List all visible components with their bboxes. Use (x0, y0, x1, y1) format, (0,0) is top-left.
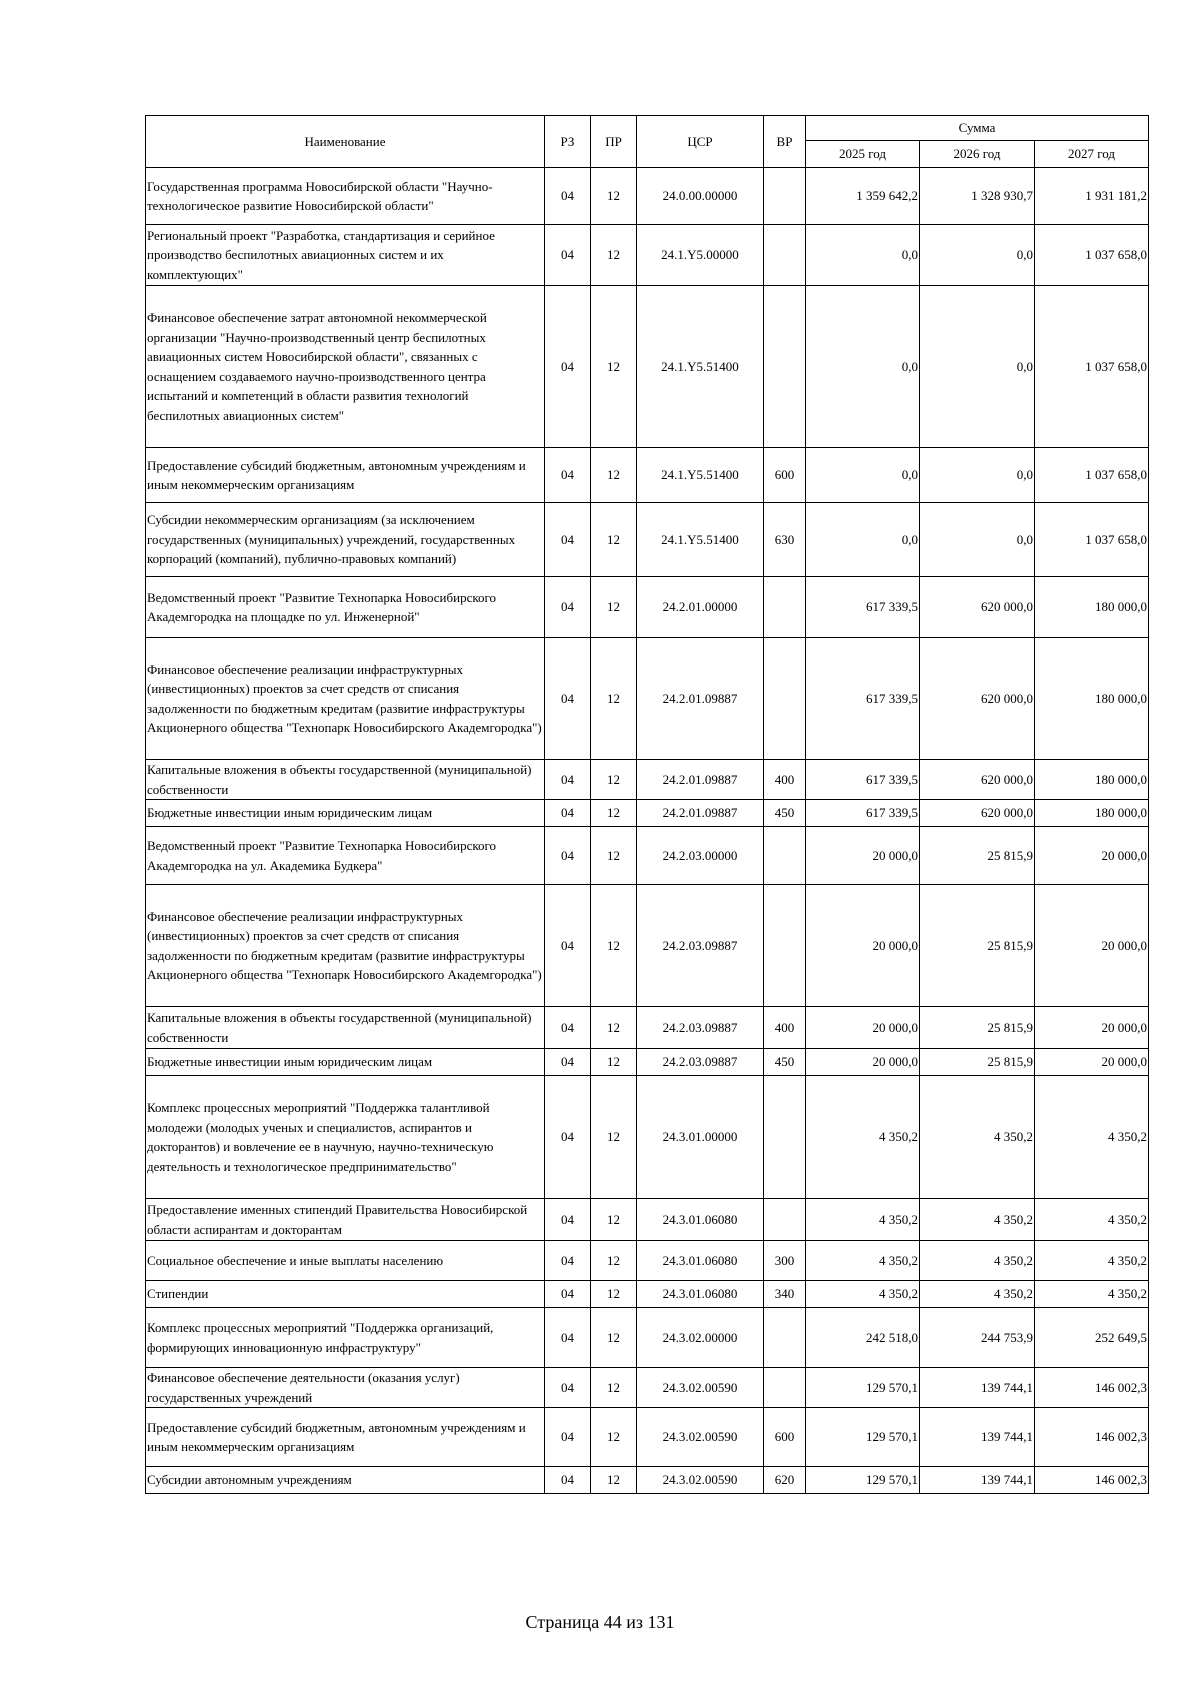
row-amount-2025: 20 000,0 (806, 1049, 920, 1076)
row-amount-2026: 4 350,2 (920, 1076, 1035, 1199)
row-name: Финансовое обеспечение затрат автономной некоммерческой организации "Научно-производственный центр беспилотных авиационных систем Новосибирской области", связанных с оснащением создаваемого научно-производственного центра испытаний и компетенций в области развития технологий беспилотных авиационных систем" (146, 286, 545, 448)
row-amount-2026: 244 753,9 (920, 1308, 1035, 1368)
row-amount-2026: 4 350,2 (920, 1241, 1035, 1281)
row-name: Ведомственный проект "Развитие Технопарка Новосибирского Академгородка на ул. Академика Будкера" (146, 827, 545, 885)
row-amount-2027: 1 037 658,0 (1035, 503, 1149, 577)
table-row (146, 800, 1149, 827)
table-row (146, 577, 1149, 638)
row-rz: 04 (545, 503, 591, 577)
row-rz: 04 (545, 800, 591, 827)
header-rz: РЗ (545, 116, 591, 168)
row-pr: 12 (591, 448, 637, 503)
table-row (146, 760, 1149, 800)
row-csr: 24.2.03.09887 (637, 885, 764, 1007)
row-rz: 04 (545, 1281, 591, 1308)
row-name: Финансовое обеспечение реализации инфраструктурных (инвестиционных) проектов за счет средств от списания задолженности по бюджетным кредитам (развитие инфраструктуры Акционерного общества "Технопарк Новосибирского Академгородка") (146, 885, 545, 1007)
row-amount-2027: 1 037 658,0 (1035, 286, 1149, 448)
row-csr: 24.2.01.09887 (637, 638, 764, 760)
header-sum: Сумма (806, 116, 1149, 141)
row-pr: 12 (591, 1241, 637, 1281)
row-amount-2027: 146 002,3 (1035, 1368, 1149, 1408)
row-vr: 300 (764, 1241, 806, 1281)
row-pr: 12 (591, 1467, 637, 1494)
row-amount-2026: 620 000,0 (920, 800, 1035, 827)
row-amount-2027: 180 000,0 (1035, 577, 1149, 638)
row-csr: 24.3.02.00000 (637, 1308, 764, 1368)
header-csr: ЦСР (637, 116, 764, 168)
row-amount-2026: 0,0 (920, 225, 1035, 286)
row-vr (764, 885, 806, 1007)
row-amount-2027: 20 000,0 (1035, 1007, 1149, 1049)
row-rz: 04 (545, 1368, 591, 1408)
row-name: Финансовое обеспечение деятельности (оказания услуг) государственных учреждений (146, 1368, 545, 1408)
row-vr: 630 (764, 503, 806, 577)
row-amount-2025: 129 570,1 (806, 1408, 920, 1467)
row-amount-2025: 4 350,2 (806, 1076, 920, 1199)
row-name: Региональный проект "Разработка, стандартизация и серийное производство беспилотных авиационных систем и их комплектующих" (146, 225, 545, 286)
table-row (146, 1076, 1149, 1199)
table-body (146, 168, 1149, 1494)
row-rz: 04 (545, 1049, 591, 1076)
row-vr: 620 (764, 1467, 806, 1494)
row-vr (764, 225, 806, 286)
row-pr: 12 (591, 827, 637, 885)
header-year-2027: 2027 год (1035, 141, 1149, 168)
row-rz: 04 (545, 1199, 591, 1241)
row-amount-2026: 0,0 (920, 503, 1035, 577)
row-pr: 12 (591, 1368, 637, 1408)
table-row (146, 1199, 1149, 1241)
row-name: Предоставление именных стипендий Правительства Новосибирской области аспирантам и докторантам (146, 1199, 545, 1241)
row-csr: 24.2.01.09887 (637, 760, 764, 800)
row-amount-2025: 617 339,5 (806, 800, 920, 827)
row-vr: 400 (764, 760, 806, 800)
row-rz: 04 (545, 1007, 591, 1049)
header-name: Наименование (146, 116, 545, 168)
row-rz: 04 (545, 1241, 591, 1281)
row-amount-2027: 20 000,0 (1035, 885, 1149, 1007)
row-amount-2027: 180 000,0 (1035, 800, 1149, 827)
row-rz: 04 (545, 168, 591, 225)
row-amount-2025: 0,0 (806, 286, 920, 448)
row-rz: 04 (545, 1467, 591, 1494)
table-row (146, 1281, 1149, 1308)
row-amount-2026: 620 000,0 (920, 638, 1035, 760)
header-year-2025: 2025 год (806, 141, 920, 168)
row-amount-2025: 4 350,2 (806, 1199, 920, 1241)
table-row (146, 448, 1149, 503)
row-rz: 04 (545, 1076, 591, 1199)
row-name: Ведомственный проект "Развитие Технопарка Новосибирского Академгородка на площадке по ул. Инженерной" (146, 577, 545, 638)
row-vr (764, 1076, 806, 1199)
row-amount-2025: 129 570,1 (806, 1467, 920, 1494)
row-amount-2027: 146 002,3 (1035, 1467, 1149, 1494)
row-amount-2025: 0,0 (806, 448, 920, 503)
budget-table (145, 115, 1149, 1494)
table-row (146, 1241, 1149, 1281)
row-name: Субсидии некоммерческим организациям (за исключением государственных (муниципальных) учреждений, государственных корпораций (компаний), публично-правовых компаний) (146, 503, 545, 577)
row-amount-2026: 25 815,9 (920, 827, 1035, 885)
row-amount-2025: 4 350,2 (806, 1281, 920, 1308)
row-pr: 12 (591, 885, 637, 1007)
row-csr: 24.0.00.00000 (637, 168, 764, 225)
row-amount-2025: 20 000,0 (806, 1007, 920, 1049)
row-vr: 600 (764, 1408, 806, 1467)
row-amount-2025: 0,0 (806, 225, 920, 286)
row-vr (764, 168, 806, 225)
row-name: Комплекс процессных мероприятий "Поддержка организаций, формирующих инновационную инфраструктуру" (146, 1308, 545, 1368)
table-row (146, 1049, 1149, 1076)
row-csr: 24.1.Y5.51400 (637, 448, 764, 503)
row-csr: 24.3.02.00590 (637, 1408, 764, 1467)
row-amount-2027: 4 350,2 (1035, 1241, 1149, 1281)
row-pr: 12 (591, 1007, 637, 1049)
row-vr: 450 (764, 800, 806, 827)
row-csr: 24.2.01.09887 (637, 800, 764, 827)
row-amount-2025: 20 000,0 (806, 885, 920, 1007)
table-row (146, 1467, 1149, 1494)
row-name: Комплекс процессных мероприятий "Поддержка талантливой молодежи (молодых ученых и специалистов, аспирантов и докторантов) и вовлечение ее в научную, научно-техническую деятельность и технологическое предпринимательство" (146, 1076, 545, 1199)
row-amount-2026: 139 744,1 (920, 1408, 1035, 1467)
row-amount-2026: 1 328 930,7 (920, 168, 1035, 225)
row-vr (764, 1308, 806, 1368)
row-pr: 12 (591, 1408, 637, 1467)
row-name: Социальное обеспечение и иные выплаты населению (146, 1241, 545, 1281)
row-csr: 24.3.02.00590 (637, 1368, 764, 1408)
row-amount-2026: 620 000,0 (920, 577, 1035, 638)
row-amount-2027: 4 350,2 (1035, 1281, 1149, 1308)
row-amount-2025: 20 000,0 (806, 827, 920, 885)
row-amount-2026: 25 815,9 (920, 1049, 1035, 1076)
row-amount-2027: 4 350,2 (1035, 1076, 1149, 1199)
row-name: Капитальные вложения в объекты государственной (муниципальной) собственности (146, 760, 545, 800)
row-pr: 12 (591, 286, 637, 448)
row-pr: 12 (591, 760, 637, 800)
row-pr: 12 (591, 225, 637, 286)
row-rz: 04 (545, 638, 591, 760)
table-row (146, 827, 1149, 885)
page-number: Страница 44 из 131 (525, 1612, 675, 1632)
row-csr: 24.3.02.00590 (637, 1467, 764, 1494)
row-vr: 400 (764, 1007, 806, 1049)
row-vr (764, 577, 806, 638)
row-vr (764, 638, 806, 760)
row-amount-2026: 620 000,0 (920, 760, 1035, 800)
row-pr: 12 (591, 800, 637, 827)
row-vr (764, 1199, 806, 1241)
row-csr: 24.2.01.00000 (637, 577, 764, 638)
row-amount-2027: 4 350,2 (1035, 1199, 1149, 1241)
row-csr: 24.2.03.09887 (637, 1007, 764, 1049)
row-csr: 24.3.01.06080 (637, 1281, 764, 1308)
row-csr: 24.3.01.00000 (637, 1076, 764, 1199)
table-row (146, 1007, 1149, 1049)
row-rz: 04 (545, 1408, 591, 1467)
row-amount-2027: 252 649,5 (1035, 1308, 1149, 1368)
row-rz: 04 (545, 448, 591, 503)
row-name: Государственная программа Новосибирской области "Научно-технологическое развитие Новосибирской области" (146, 168, 545, 225)
row-pr: 12 (591, 503, 637, 577)
row-amount-2027: 180 000,0 (1035, 638, 1149, 760)
table-row (146, 638, 1149, 760)
row-pr: 12 (591, 1308, 637, 1368)
table-row (146, 1368, 1149, 1408)
row-amount-2026: 0,0 (920, 448, 1035, 503)
row-amount-2025: 617 339,5 (806, 577, 920, 638)
row-vr (764, 827, 806, 885)
row-vr (764, 286, 806, 448)
row-vr (764, 1368, 806, 1408)
row-amount-2027: 146 002,3 (1035, 1408, 1149, 1467)
header-year-2026: 2026 год (920, 141, 1035, 168)
row-pr: 12 (591, 1199, 637, 1241)
row-csr: 24.3.01.06080 (637, 1199, 764, 1241)
row-name: Бюджетные инвестиции иным юридическим лицам (146, 800, 545, 827)
row-name: Финансовое обеспечение реализации инфраструктурных (инвестиционных) проектов за счет средств от списания задолженности по бюджетным кредитам (развитие инфраструктуры Акционерного общества "Технопарк Новосибирского Академгородка") (146, 638, 545, 760)
row-rz: 04 (545, 1308, 591, 1368)
table-row (146, 1308, 1149, 1368)
header-pr: ПР (591, 116, 637, 168)
row-rz: 04 (545, 286, 591, 448)
row-pr: 12 (591, 1281, 637, 1308)
row-amount-2027: 1 931 181,2 (1035, 168, 1149, 225)
row-vr: 600 (764, 448, 806, 503)
row-amount-2025: 4 350,2 (806, 1241, 920, 1281)
row-amount-2026: 139 744,1 (920, 1467, 1035, 1494)
row-rz: 04 (545, 577, 591, 638)
row-amount-2025: 617 339,5 (806, 638, 920, 760)
row-csr: 24.1.Y5.51400 (637, 286, 764, 448)
table-row (146, 225, 1149, 286)
row-csr: 24.2.03.09887 (637, 1049, 764, 1076)
row-pr: 12 (591, 577, 637, 638)
row-amount-2026: 25 815,9 (920, 1007, 1035, 1049)
row-amount-2026: 4 350,2 (920, 1199, 1035, 1241)
row-amount-2026: 139 744,1 (920, 1368, 1035, 1408)
row-amount-2026: 25 815,9 (920, 885, 1035, 1007)
row-name: Субсидии автономным учреждениям (146, 1467, 545, 1494)
row-amount-2027: 180 000,0 (1035, 760, 1149, 800)
row-amount-2027: 1 037 658,0 (1035, 225, 1149, 286)
row-csr: 24.2.03.00000 (637, 827, 764, 885)
row-vr: 340 (764, 1281, 806, 1308)
table-row (146, 503, 1149, 577)
row-pr: 12 (591, 1049, 637, 1076)
row-amount-2025: 617 339,5 (806, 760, 920, 800)
header-vr: ВР (764, 116, 806, 168)
row-pr: 12 (591, 168, 637, 225)
row-rz: 04 (545, 760, 591, 800)
table-row (146, 1408, 1149, 1467)
row-csr: 24.1.Y5.51400 (637, 503, 764, 577)
row-rz: 04 (545, 885, 591, 1007)
row-rz: 04 (545, 225, 591, 286)
row-pr: 12 (591, 638, 637, 760)
row-name: Капитальные вложения в объекты государственной (муниципальной) собственности (146, 1007, 545, 1049)
table-row (146, 286, 1149, 448)
row-amount-2025: 129 570,1 (806, 1368, 920, 1408)
table-row (146, 885, 1149, 1007)
row-vr: 450 (764, 1049, 806, 1076)
row-name: Бюджетные инвестиции иным юридическим лицам (146, 1049, 545, 1076)
row-name: Предоставление субсидий бюджетным, автономным учреждениям и иным некоммерческим организациям (146, 1408, 545, 1467)
row-amount-2025: 242 518,0 (806, 1308, 920, 1368)
row-amount-2027: 1 037 658,0 (1035, 448, 1149, 503)
row-name: Предоставление субсидий бюджетным, автономным учреждениям и иным некоммерческим организациям (146, 448, 545, 503)
row-csr: 24.3.01.06080 (637, 1241, 764, 1281)
row-csr: 24.1.Y5.00000 (637, 225, 764, 286)
table-row (146, 168, 1149, 225)
row-name: Стипендии (146, 1281, 545, 1308)
row-amount-2026: 4 350,2 (920, 1281, 1035, 1308)
row-amount-2025: 0,0 (806, 503, 920, 577)
row-amount-2027: 20 000,0 (1035, 1049, 1149, 1076)
row-amount-2025: 1 359 642,2 (806, 168, 920, 225)
row-pr: 12 (591, 1076, 637, 1199)
row-amount-2027: 20 000,0 (1035, 827, 1149, 885)
row-amount-2026: 0,0 (920, 286, 1035, 448)
row-rz: 04 (545, 827, 591, 885)
